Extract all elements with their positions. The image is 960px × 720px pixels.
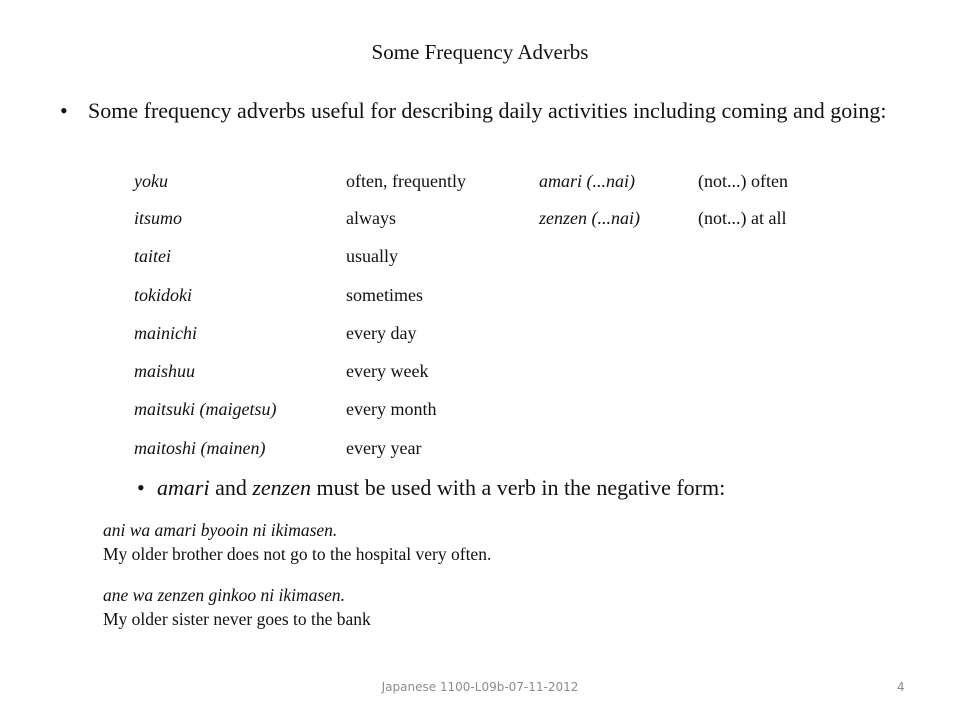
example-sentence: [103, 583, 371, 631]
adverb-japanese-negative: amari (...nai): [539, 171, 635, 191]
adverb-japanese-negative: zenzen (...nai): [539, 208, 640, 228]
adverb-row: [0, 285, 960, 309]
sub-bullet-conjunction: and: [209, 475, 253, 500]
adverb-japanese: tokidoki: [134, 285, 192, 305]
adverb-japanese: maitoshi (mainen): [134, 438, 266, 458]
adverb-row: [0, 246, 960, 270]
sub-bullet-text: must be used with a verb in the negative form:: [310, 475, 726, 500]
adverb-japanese: mainichi: [134, 323, 197, 343]
example-sentence: [103, 518, 491, 566]
page-number: 4: [897, 680, 905, 694]
adverb-japanese: taitei: [134, 246, 171, 266]
adverb-row: [0, 399, 960, 423]
example-japanese: ane wa zenzen ginkoo ni ikimasen.: [103, 585, 346, 605]
adverb-english: every week: [346, 361, 429, 381]
adverb-english: often, frequently: [346, 171, 466, 191]
sub-bullet: [137, 475, 927, 501]
main-bullet-text: Some frequency adverbs useful for describing daily activities including coming and going:: [88, 98, 887, 123]
keyword-amari: amari: [157, 475, 210, 500]
adverb-english: every month: [346, 399, 437, 419]
adverb-row: [0, 361, 960, 385]
adverb-japanese: yoku: [134, 171, 168, 191]
adverb-english: every year: [346, 438, 422, 458]
example-english: My older sister never goes to the bank: [103, 609, 371, 629]
adverb-row: [0, 171, 960, 195]
slide-title: Some Frequency Adverbs: [371, 40, 589, 64]
bullet-icon: •: [60, 98, 68, 123]
adverb-row: [0, 323, 960, 347]
example-english: My older brother does not go to the hospital very often.: [103, 544, 492, 564]
adverb-english-negative: (not...) often: [698, 171, 788, 191]
adverb-row: [0, 208, 960, 232]
adverb-english: every day: [346, 323, 417, 343]
main-bullet: [60, 96, 900, 126]
adverb-japanese: maitsuki (maigetsu): [134, 399, 277, 419]
adverb-english: always: [346, 208, 396, 228]
adverb-english: sometimes: [346, 285, 423, 305]
adverb-english-negative: (not...) at all: [698, 208, 787, 228]
adverb-japanese: itsumo: [134, 208, 183, 228]
keyword-zenzen: zenzen: [252, 475, 311, 500]
bullet-icon: •: [137, 475, 145, 500]
adverb-japanese: maishuu: [134, 361, 196, 381]
adverb-english: usually: [346, 246, 398, 266]
footer-label: Japanese 1100-L09b-07-11-2012: [381, 680, 579, 694]
example-japanese: ani wa amari byooin ni ikimasen.: [103, 520, 338, 540]
adverb-row: [0, 438, 960, 462]
